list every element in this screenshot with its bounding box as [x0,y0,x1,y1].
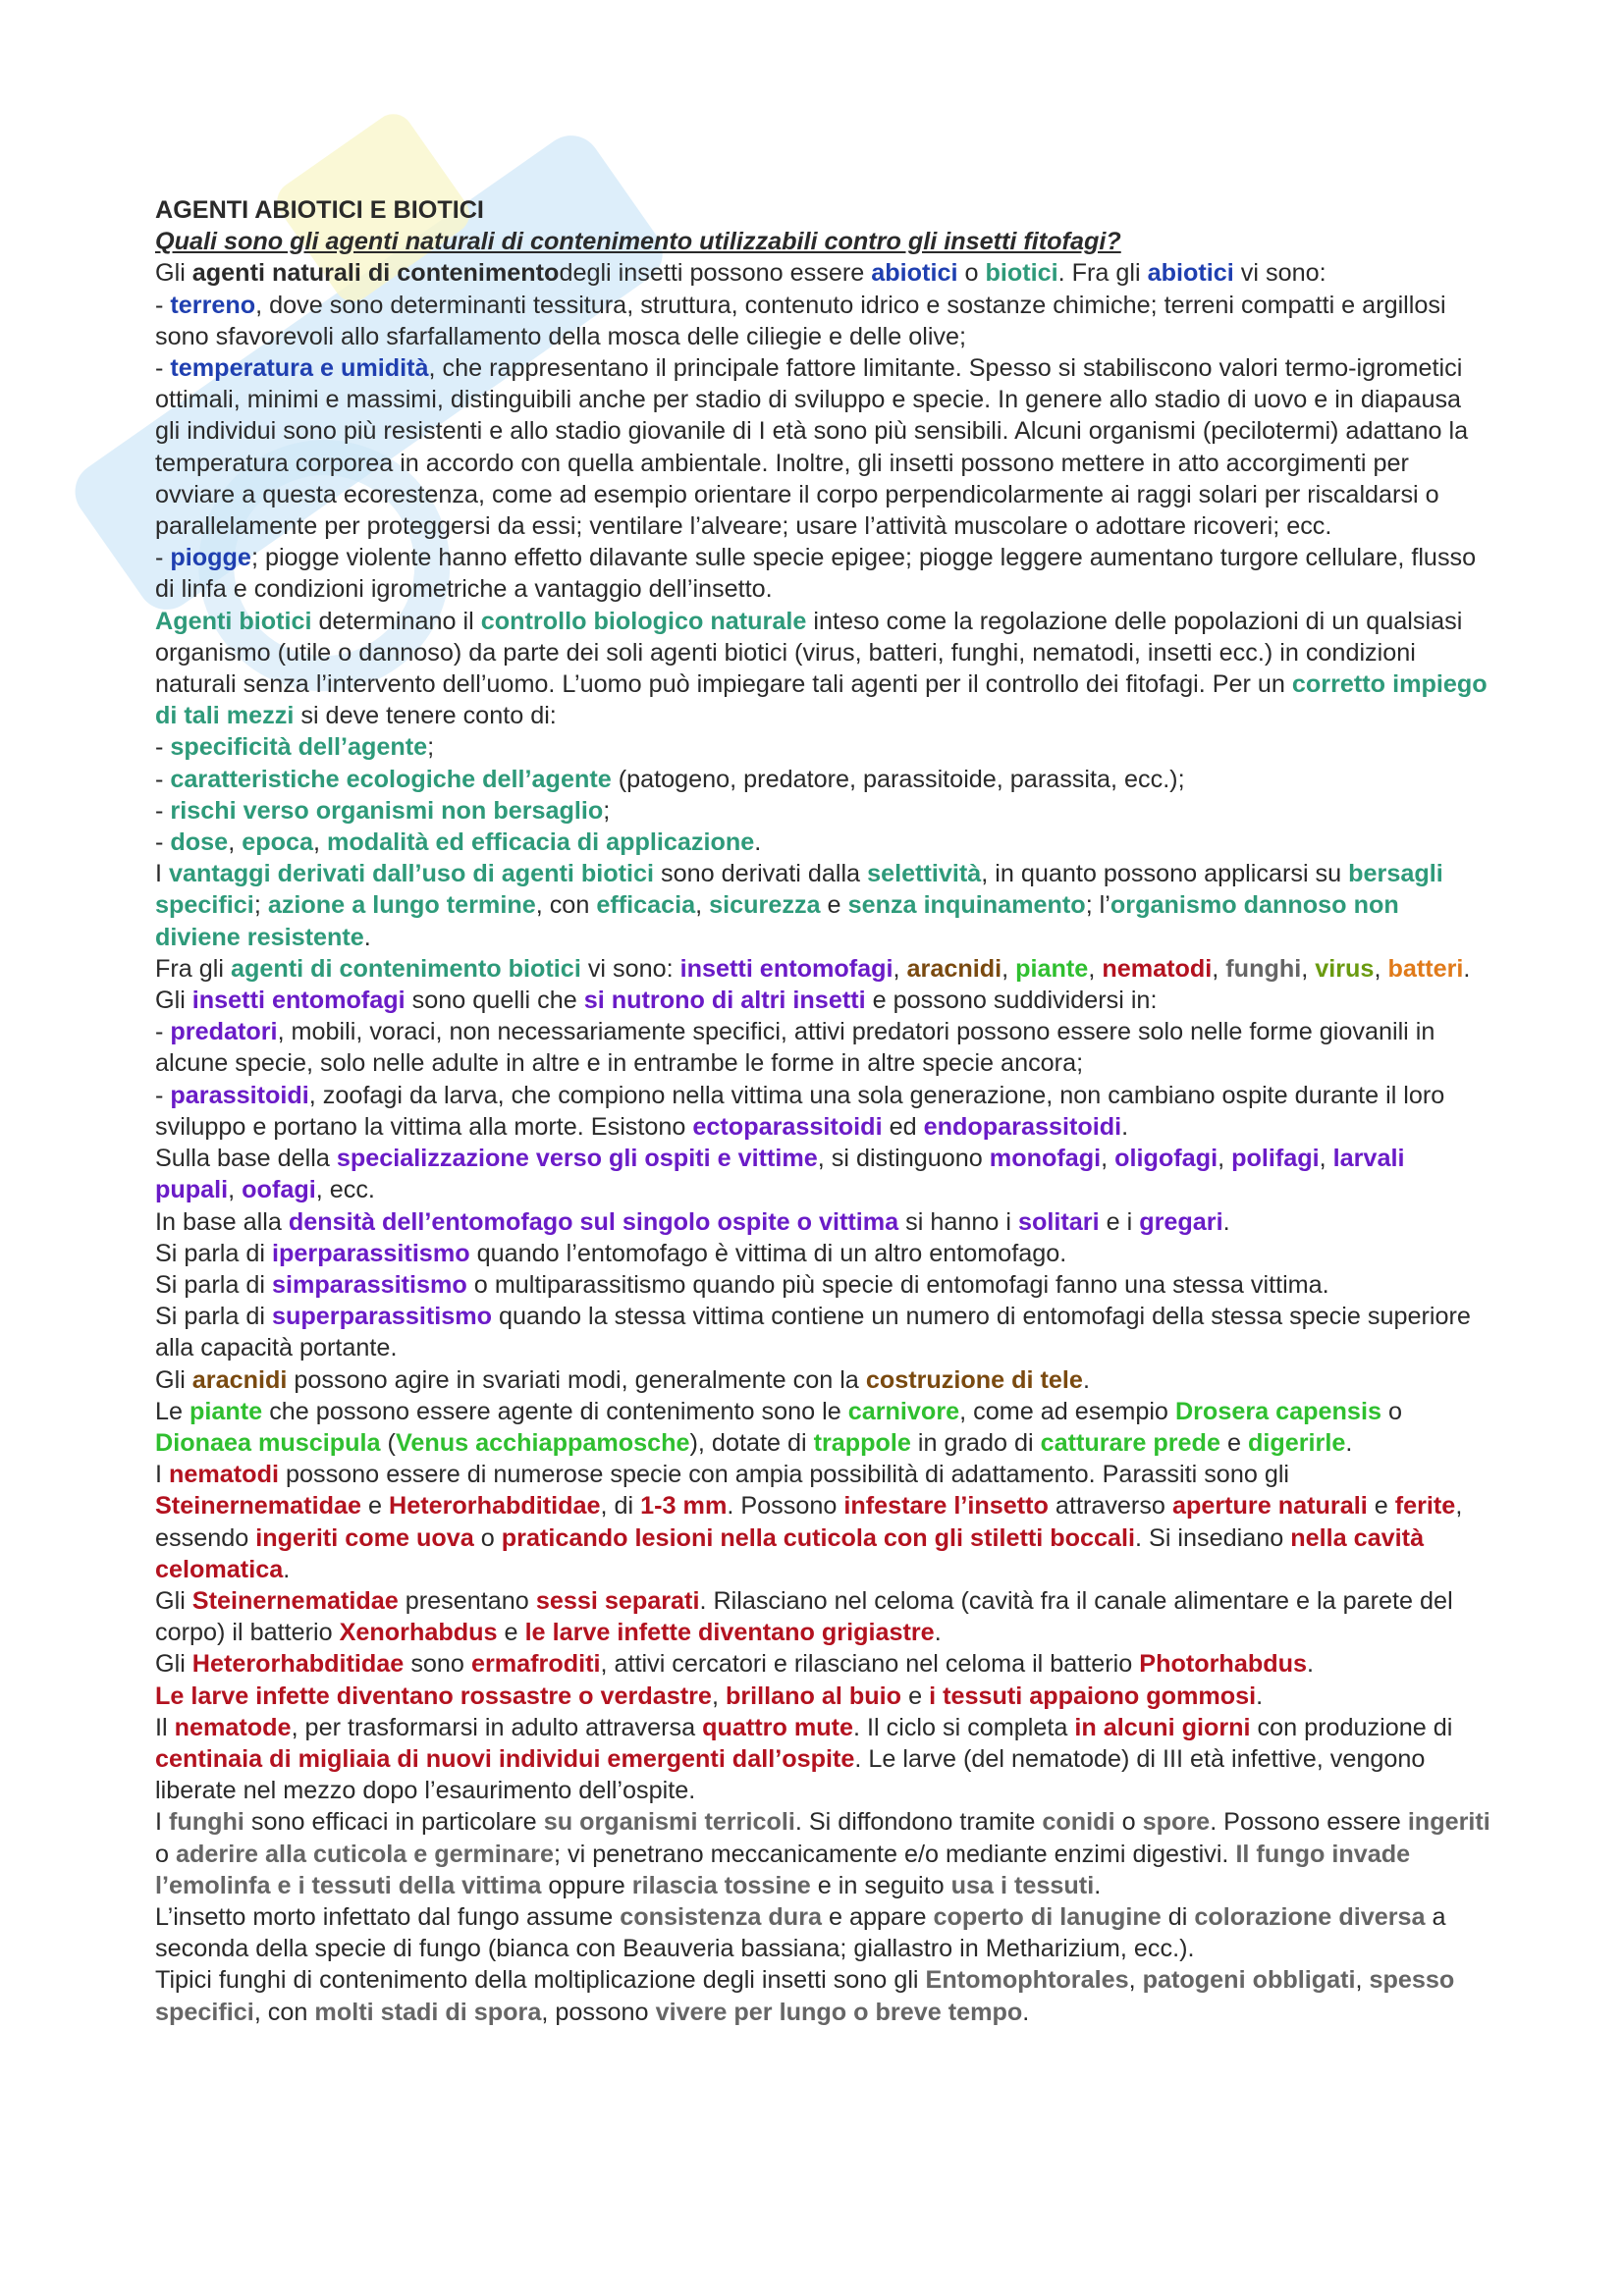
paragraph [155,731,1490,763]
highlighted-term: centinaia di migliaia di nuovi individui emergenti dall’ospite [155,1744,855,1773]
highlighted-term: vivere per lungo o breve tempo [655,1998,1023,2026]
text-run: Le [155,1397,190,1425]
text-run: possono agire in svariati modi, generalmente con la [287,1365,866,1394]
text-run: , di [600,1492,641,1521]
highlighted-term: abiotici [871,259,958,288]
text-run: a seconda della specie di fungo (bianca con Beauveria bassiana; giallastro in Metharizium, ecc.). [155,1902,1446,1963]
highlighted-term: organismo dannoso non diviene resistente [155,891,1399,951]
highlighted-term: Venus acchiappamosche [395,1428,690,1457]
highlighted-term: larvali pupali [155,1145,1405,1204]
text-run: , [893,954,907,983]
paragraph [155,764,1490,795]
highlighted-term: brillano al buio [725,1682,902,1710]
highlighted-term: ectoparassitoidi [692,1112,883,1141]
text-run: . [1094,1871,1102,1899]
paragraph [155,1681,1490,1712]
paragraph [155,1901,1490,1964]
text-run: possono essere di numerose specie con ampia possibilità di adattamento. Parassiti sono gli [278,1461,1290,1489]
highlighted-term: senza inquinamento [847,891,1086,920]
highlighted-term: aracnidi [906,954,1002,983]
highlighted-term: efficacia [596,891,696,920]
text-run: sono efficaci in particolare [244,1808,544,1837]
text-run: sono derivati dalla [654,860,868,888]
text-run: - [155,828,171,857]
text-run: , possono [541,1998,656,2026]
text-run: . Le larve (del nematode) di III età infettive, vengono liberate nel mezzo dopo l’esaurimento dell’ospite. [155,1744,1426,1805]
highlighted-term: rilascia tossine [631,1871,811,1899]
text-run: , che rappresentano il principale fattore limitante. Spesso si stabiliscono valori termo-igrometici ottimali, minimi e massimi, distinguibili anche per stadio di sviluppo e specie. In genere allo stadio di uovo e in diapausa gli individui sono più resistenti e allo stadio giovanile di I età sono più sensibili. Alcuni organismi (pecilotermi) adattano la temperatura corporea in accordo con quella ambientale. Inoltre, gli insetti possono mettere in atto accorgimenti per ovviare a questa ecorestenza, come ad esempio orientare il corpo perpendicolarmente ai raggi solari per riscaldarsi o parallelamente per proteggersi da essi; ventilare l’alveare; usare l’attività muscolare o adottare ricoveri; ecc. [155,354,1469,541]
paragraph [155,1712,1490,1807]
text-run: , [1212,954,1226,983]
paragraph [155,1396,1490,1459]
text-run: e [1219,1428,1248,1457]
text-run: si hanno i [898,1207,1019,1236]
text-run: oppure [541,1871,632,1899]
text-run: Si parla di [155,1303,273,1331]
text-run: , [695,891,710,920]
highlighted-term: batteri [1387,954,1464,983]
text-run: L’insetto morto infettato dal fungo assume [155,1902,621,1931]
highlighted-term: quattro mute [702,1713,854,1741]
highlighted-term: superparassitismo [272,1303,492,1331]
text-run: . Rilasciano nel celoma (cavità fra il canale alimentare e la parete del corpo) il batterio [155,1586,1453,1647]
text-run: , [1319,1145,1333,1173]
highlighted-term: iperparassitismo [272,1239,470,1267]
highlighted-term: nematodi [1102,954,1213,983]
highlighted-term: solitari [1018,1207,1100,1236]
text-run: e in seguito [810,1871,951,1899]
text-run: o [155,1840,177,1868]
text-run: - [155,544,171,572]
text-run: e possono suddividersi in: [865,987,1158,1015]
highlighted-term: piante [1015,954,1089,983]
paragraph [155,795,1490,827]
text-run: e [360,1492,389,1521]
text-run: I [155,1461,169,1489]
text-run: Fra gli [155,954,231,983]
highlighted-term: gregari [1139,1207,1223,1236]
text-run: Gli [155,259,192,288]
paragraph [155,858,1490,953]
text-run: - [155,354,171,383]
highlighted-term: Il fungo invade l’emolinfa e i tessuti della vittima [155,1840,1411,1899]
highlighted-term: ingeriti [1407,1808,1490,1837]
highlighted-term: i tessuti appaiono gommosi [929,1682,1257,1710]
text-run: e [901,1682,930,1710]
text-run: ), dotate di [689,1428,814,1457]
highlighted-term: specificità dell’agente [170,733,428,762]
highlighted-term: Le larve infette diventano rossastre o verdastre [155,1682,712,1710]
text-run: . [1256,1682,1264,1710]
highlighted-term: colorazione diversa [1194,1902,1426,1931]
highlighted-term: patogeni obbligati [1142,1966,1356,1995]
text-run: , dove sono determinanti tessitura, struttura, contenuto idrico e sostanze chimiche; terreni compatti e argillosi sono sfavorevoli allo sfarfallamento della mosca delle ciliegie e delle olive; [155,291,1446,350]
text-run: ( [380,1428,396,1457]
text-run: che possono essere agente di contenimento sono le [262,1397,848,1425]
text-run: , zoofagi da larva, che compiono nella vittima una sola generazione, non cambiano ospite durante il loro sviluppo e portano la vittima alla morte. Esistono [155,1081,1445,1141]
text-run: . Il ciclo si completa [853,1713,1075,1741]
text-run: , come ad esempio [959,1397,1175,1425]
text-run: degli insetti possono essere [559,259,872,288]
text-run: , [1301,954,1316,983]
highlighted-term: Steinernematidae [191,1586,399,1615]
text-run: , attivi cercatori e rilasciano nel celoma il batterio [600,1650,1140,1679]
text-run: . [1307,1650,1314,1679]
highlighted-term: nematodi [169,1461,279,1489]
text-run: di [1161,1902,1195,1931]
highlighted-term: simparassitismo [272,1270,467,1299]
highlighted-term: spesso specifici [155,1966,1455,2026]
text-run: e [820,891,848,920]
highlighted-term: bersagli specifici [155,860,1443,920]
highlighted-term: praticando lesioni nella cuticola con gli stiletti boccali [501,1523,1136,1552]
highlighted-term: selettività [867,860,982,888]
text-run: - [155,291,171,319]
highlighted-term: infestare l’insetto [843,1492,1049,1521]
paragraph [155,1080,1490,1143]
highlighted-term: conidi [1042,1808,1115,1837]
highlighted-term: spore [1142,1808,1211,1837]
paragraph [155,1964,1490,2027]
text-run: . Si diffondono tramite [794,1808,1043,1837]
highlighted-term: su organismi terricoli [543,1808,795,1837]
paragraph [155,953,1490,985]
document-body [155,194,1490,2028]
text-run: . [1121,1112,1129,1141]
highlighted-term: predatori [170,1018,278,1046]
text-run: - [155,1018,171,1046]
highlighted-term: insetti entomofagi [679,954,893,983]
text-run: in grado di [910,1428,1041,1457]
highlighted-term: coperto di lanugine [933,1902,1162,1931]
text-run: quando l’entomofago è vittima di un altro entomofago. [469,1239,1067,1267]
highlighted-term: modalità ed efficacia di applicazione [326,828,755,857]
text-run: o multiparassitismo quando più specie di entomofagi fanno una stessa vittima. [466,1270,1329,1299]
text-run: . [1222,1207,1230,1236]
text-run: , [1001,954,1016,983]
highlighted-term: corretto impiego di tali mezzi [155,670,1488,730]
document-title: AGENTI ABIOTICI E BIOTICI [155,196,484,224]
text-run: Sulla base della [155,1145,337,1173]
text-run: , ecc. [315,1176,375,1204]
paragraph [155,290,1490,352]
highlighted-term: Entomophtorales [925,1966,1129,1995]
paragraph [155,1206,1490,1238]
paragraph [155,1143,1490,1205]
highlighted-term: temperatura e umidità [170,354,429,383]
highlighted-term: trappole [813,1428,911,1457]
text-run: presentano [398,1586,536,1615]
text-run: , [1374,954,1388,983]
text-run: ed [882,1112,924,1141]
text-run: Si parla di [155,1270,273,1299]
highlighted-term: monofagi [989,1145,1102,1173]
highlighted-term: Agenti biotici [155,607,312,635]
text-run: e i [1099,1207,1140,1236]
text-run: , con [253,1998,315,2026]
text-run: , [1101,1145,1115,1173]
highlighted-term: rischi verso organismi non bersaglio [170,796,604,825]
highlighted-term: carnivore [847,1397,960,1425]
text-run: con produzione di [1250,1713,1453,1741]
highlighted-term: specializzazione verso gli ospiti e vittime [336,1145,818,1173]
highlighted-term: ermafroditi [470,1650,601,1679]
text-run: sono quelli che [405,987,584,1015]
document-content [155,257,1490,2027]
paragraph [155,1806,1490,1901]
highlighted-term: abiotici [1147,259,1234,288]
highlighted-term: si nutrono di altri insetti [583,987,866,1015]
paragraph [155,542,1490,605]
text-run: , [1128,1966,1143,1995]
text-run: . [754,828,762,857]
highlighted-term: nematode [174,1713,292,1741]
highlighted-term: aperture naturali [1171,1492,1368,1521]
paragraph [155,1269,1490,1301]
highlighted-term: le larve infette diventano grigiastre [524,1619,935,1647]
highlighted-term: agenti naturali di contenimento [191,259,560,288]
text-run: , per trasformarsi in adulto attraversa [291,1713,703,1741]
highlighted-term: Drosera capensis [1174,1397,1381,1425]
text-run: e appare [822,1902,934,1931]
text-run: I [155,1808,169,1837]
text-run: , [312,828,327,857]
highlighted-term: sessi separati [535,1586,700,1615]
paragraph [155,257,1490,289]
text-run: ; [603,796,611,825]
text-run: , si distinguono [817,1145,990,1173]
text-run: o [1380,1397,1402,1425]
text-run: ; piogge violente hanno effetto dilavante sulle specie epigee; piogge leggere aumentano turgore cellulare, flusso di linfa e condizioni igrometriche a vantaggio dell’insetto. [155,544,1477,604]
highlighted-term: dose [170,828,229,857]
text-run: In base alla [155,1207,289,1236]
highlighted-term: funghi [1225,954,1302,983]
highlighted-term: piogge [170,544,251,572]
highlighted-term: agenti di contenimento biotici [230,954,581,983]
text-run: - [155,1081,171,1109]
highlighted-term: aderire alla cuticola e germinare [176,1840,555,1868]
text-run: , [228,828,243,857]
text-run: - [155,733,171,762]
highlighted-term: insetti entomofagi [191,987,406,1015]
highlighted-term: vantaggi derivati dall’uso di agenti biotici [169,860,655,888]
text-run: ; l’ [1085,891,1110,920]
text-run: . [363,923,371,951]
text-run: quando la stessa vittima contiene un numero di entomofagi della stessa specie superiore alla capacità portante. [155,1303,1471,1362]
highlighted-term: Photorhabdus [1139,1650,1307,1679]
text-run: e [1367,1492,1395,1521]
highlighted-term: endoparassitoidi [923,1112,1122,1141]
highlighted-term: Steinernematidae [155,1492,361,1521]
highlighted-term: virus [1315,954,1375,983]
text-run: , mobili, voraci, non necessariamente specifici, attivi predatori possono essere solo nelle forme giovanili in alcune specie, solo nelle adulte in altre e in entrambe le forme in altre specie ancora; [155,1018,1435,1078]
highlighted-term: caratteristiche ecologiche dell’agente [170,765,612,793]
text-run: , [228,1176,243,1204]
text-run: determinano il [311,607,481,635]
text-run: Gli [155,1650,192,1679]
highlighted-term: oligofagi [1114,1145,1218,1173]
highlighted-term: terreno [170,291,256,319]
text-run: sono [404,1650,471,1679]
text-run: . Possono [727,1492,844,1521]
text-run: o [473,1523,502,1552]
highlighted-term: polifagi [1231,1145,1320,1173]
text-run: . Possono essere [1210,1808,1408,1837]
paragraph [155,1301,1490,1363]
highlighted-term: piante [189,1397,263,1425]
text-run: , con [535,891,597,920]
text-run: . [1345,1428,1353,1457]
paragraph [155,1238,1490,1269]
highlighted-term: usa i tessuti [950,1871,1095,1899]
text-run: , [1218,1145,1232,1173]
highlighted-term: Xenorhabdus [339,1619,498,1647]
paragraph [155,1648,1490,1680]
highlighted-term: densità dell’entomofago sul singolo ospite o vittima [288,1207,899,1236]
text-run: , essendo [155,1492,1463,1552]
highlighted-term: oofagi [242,1176,316,1204]
text-run: , [711,1682,726,1710]
text-run: . Fra gli [1057,259,1148,288]
text-run: Il [155,1713,175,1741]
text-run: (patogeno, predatore, parassitoide, parassita, ecc.); [611,765,1185,793]
text-run: attraverso [1048,1492,1172,1521]
text-run: vi sono: [580,954,680,983]
text-run: . [934,1619,942,1647]
text-run: inteso come la regolazione delle popolazioni di un qualsiasi organismo (utile o dannoso) da parte dei soli agenti biotici (virus, batteri, funghi, nematodi, insetti ecc.) in condizioni naturali senza l’intervento dell’uomo. L’uomo può impiegare tali agenti per il controllo dei fitofagi. Per un [155,607,1463,699]
highlighted-term: catturare prede [1040,1428,1220,1457]
text-run: o [957,259,986,288]
highlighted-term: consistenza dura [620,1902,823,1931]
highlighted-term: in alcuni giorni [1074,1713,1251,1741]
text-run: Gli [155,1586,192,1615]
text-run: e [497,1619,525,1647]
text-run: si deve tenere conto di: [294,702,557,730]
text-run: Tipici funghi di contenimento della moltiplicazione degli insetti sono gli [155,1966,926,1995]
text-run: vi sono: [1233,259,1326,288]
highlighted-term: costruzione di tele [865,1365,1083,1394]
text-run: . [1022,1998,1030,2026]
paragraph [155,606,1490,732]
paragraph [155,985,1490,1016]
text-run: ; vi penetrano meccanicamente e/o mediante enzimi digestivi. [554,1840,1236,1868]
text-run: ; [253,891,268,920]
highlighted-term: Heterorhabditidae [191,1650,405,1679]
text-run: , [1088,954,1103,983]
text-run: - [155,796,171,825]
highlighted-term: sicurezza [709,891,821,920]
paragraph [155,1364,1490,1396]
highlighted-term: ferite [1394,1492,1456,1521]
highlighted-term: controllo biologico naturale [480,607,807,635]
highlighted-term: Heterorhabditidae [389,1492,601,1521]
highlighted-term: azione a lungo termine [267,891,536,920]
paragraph [155,1459,1490,1585]
highlighted-term: epoca [242,828,313,857]
text-run: I [155,860,169,888]
text-run: . [1463,954,1471,983]
paragraph [155,352,1490,542]
highlighted-term: nella cavità celomatica [155,1523,1425,1583]
paragraph [155,827,1490,858]
highlighted-term: biotici [985,259,1058,288]
highlighted-term: 1-3 mm [640,1492,728,1521]
text-run: Gli [155,987,192,1015]
highlighted-term: funghi [169,1808,244,1837]
text-run: , [1355,1966,1370,1995]
text-run: o [1114,1808,1143,1837]
highlighted-term: molti stadi di spora [314,1998,542,2026]
text-run: . [283,1555,291,1583]
text-run: Gli [155,1365,192,1394]
text-run: ; [427,733,435,762]
highlighted-term: parassitoidi [170,1081,309,1109]
document-question: Quali sono gli agenti naturali di contenimento utilizzabili contro gli insetti fitofagi? [155,228,1121,256]
text-run: Si parla di [155,1239,273,1267]
highlighted-term: digerirle [1247,1428,1346,1457]
highlighted-term: Dionaea muscipula [155,1428,381,1457]
highlighted-term: ingeriti come uova [255,1523,474,1552]
paragraph [155,1016,1490,1079]
text-run: . [1082,1365,1090,1394]
text-run: . Si insediano [1135,1523,1291,1552]
text-run: , in quanto possono applicarsi su [981,860,1349,888]
paragraph [155,1585,1490,1648]
text-run: - [155,765,171,793]
highlighted-term: aracnidi [191,1365,288,1394]
